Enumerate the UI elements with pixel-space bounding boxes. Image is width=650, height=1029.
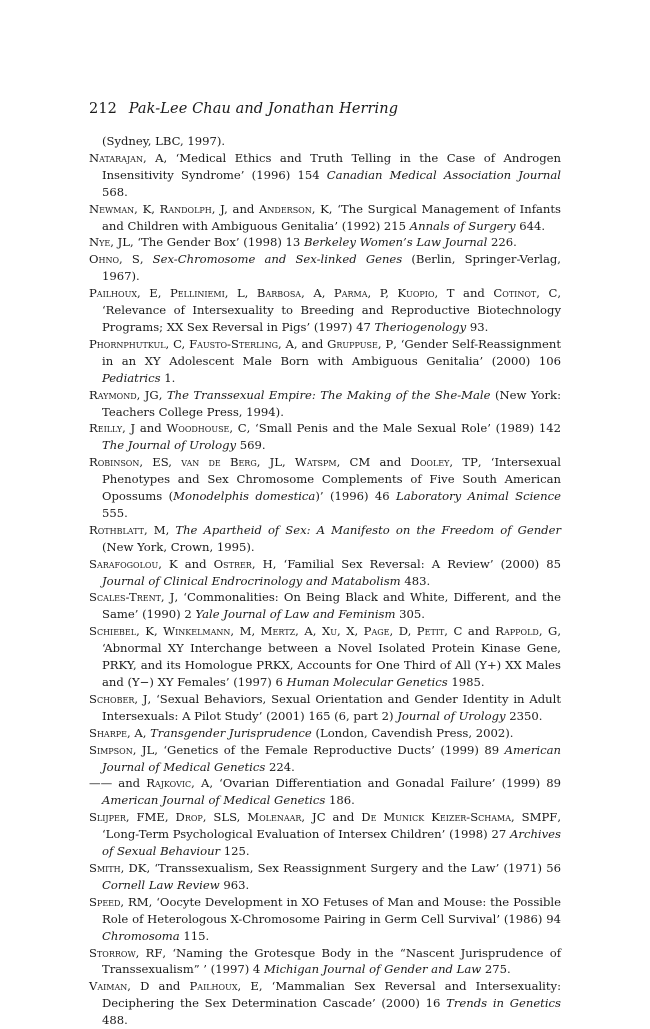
reference-author: Pailhoux, E bbox=[189, 979, 259, 994]
reference-text: , ‘The Surgical Management of Infants and Children with Ambiguous Genitalia’ (1992) 215 bbox=[102, 201, 561, 233]
reference-entry bbox=[89, 809, 561, 860]
reference-text: 488. bbox=[102, 1013, 128, 1028]
reference-title: Trends in Genetics bbox=[446, 996, 561, 1011]
reference-text: , ‘Gender Self-Reassignment in an XY Adolescent Male Born with Ambiguous Genitalia’ (2000) 106 bbox=[102, 336, 561, 368]
reference-title: Transgender Jurisprudence bbox=[150, 725, 312, 740]
reference-title: The Apartheid of Sex: A Manifesto on the Freedom of Gender bbox=[175, 522, 561, 537]
reference-author: Sarafogolou, K bbox=[89, 556, 178, 571]
reference-title: American Journal of Medical Genetics bbox=[102, 793, 326, 808]
reference-text: , ‘Sexual Behaviors, Sexual Orientation and Gender Identity in Adult Intersexuals: A Pilot Study’ (2001) 165 (6, part 2) bbox=[102, 691, 561, 723]
reference-author: Slijper, FME, Drop, SLS, Molenaar, JC bbox=[89, 810, 326, 825]
reference-author: Pailhoux, E, Pelliniemi, L, Barbosa, A, Parma, P, Kuopio, T bbox=[89, 286, 455, 301]
reference-text: 224. bbox=[265, 759, 295, 774]
reference-entry bbox=[89, 860, 561, 894]
reference-title: Monodelphis domestica bbox=[173, 489, 316, 504]
reference-author: Simpson, JL bbox=[89, 742, 155, 757]
reference-entry bbox=[89, 251, 561, 285]
reference-author: Woodhouse, C bbox=[166, 421, 247, 436]
reference-author: Raymond, JG bbox=[89, 387, 159, 402]
reference-text: 305. bbox=[395, 607, 425, 622]
reference-text: , ‘Medical Ethics and Truth Telling in the Case of Androgen Insensitivity Syndrome’ (1996) 154 bbox=[102, 150, 561, 182]
reference-title: Human Molecular Genetics bbox=[286, 675, 448, 689]
reference-text: , ‘Small Penis and the Male Sexual Role’ (1989) 142 bbox=[246, 421, 561, 436]
reference-entry bbox=[89, 894, 561, 945]
reference-entry bbox=[89, 420, 561, 454]
reference-author: Sharpe, A bbox=[89, 725, 143, 740]
reference-author: Rothblatt, M bbox=[89, 522, 166, 537]
reference-author: Speed, RM bbox=[89, 894, 149, 909]
reference-entry bbox=[89, 454, 561, 522]
reference-text: (New York, Crown, 1995). bbox=[102, 539, 255, 554]
reference-entry bbox=[89, 387, 561, 421]
reference-text: 2350. bbox=[505, 708, 543, 723]
reference-text: 1985. bbox=[447, 675, 485, 689]
reference-text: , ‘Oocyte Development in XO Fetuses of Man and Mouse: the Possible Role of Heterologous X-Chromosome Pairing in Germ Cell Survival’ (1986) 94 bbox=[102, 894, 562, 926]
reference-text: , bbox=[165, 522, 176, 537]
reference-author: Scales-Trent, J bbox=[89, 590, 175, 605]
reference-text: , ‘Relevance of Intersexuality to Breeding and Reproductive Biotechnology Programs; XX Sex Reversal in Pigs’ (1997) 47 bbox=[102, 286, 562, 334]
reference-entry bbox=[89, 945, 561, 979]
reference-title: The Transsexual Empire: The Making of the She-Male bbox=[166, 387, 491, 402]
reference-text: , bbox=[158, 387, 167, 402]
reference-title: Berkeley Women’s Law Journal bbox=[303, 235, 488, 250]
reference-entry bbox=[89, 742, 561, 776]
reference-entry bbox=[89, 623, 561, 691]
reference-text: , ‘Ovarian Differentiation and Gonadal Failure’ (1999) 89 bbox=[209, 776, 561, 791]
reference-author: Phornphutkul, C, Fausto-Sterling, A, bbox=[89, 336, 298, 351]
reference-author: Smith, DK bbox=[89, 860, 147, 875]
reference-text: and bbox=[462, 624, 496, 639]
reference-text: —— and bbox=[89, 776, 147, 791]
reference-title: Archives of Sexual Behaviour bbox=[102, 827, 561, 859]
reference-author: Robinson, ES, van de Berg, JL, Watspm, CM bbox=[89, 455, 371, 470]
reference-text: 226. bbox=[487, 235, 517, 250]
reference-text: and bbox=[227, 201, 260, 216]
reference-entry bbox=[89, 234, 561, 251]
running-head-authors: Pak-Lee Chau and Jonathan Herring bbox=[128, 101, 399, 117]
reference-text: (Sydney, LBC, 1997). bbox=[102, 134, 226, 148]
reference-text: , ‘Commonalities: On Being Black and White, Different, and the Same’ (1990) 2 bbox=[102, 590, 561, 622]
reference-text: and bbox=[177, 556, 214, 571]
reference-text: 186. bbox=[325, 793, 355, 808]
reference-title: Canadian Medical Association Journal bbox=[326, 167, 561, 182]
reference-entry bbox=[89, 336, 561, 387]
reference-text: 483. bbox=[400, 573, 431, 588]
reference-text: , ‘Long-Term Psychological Evaluation of Intersex Children’ (1998) 27 bbox=[102, 810, 561, 842]
reference-title: Journal of Clinical Endrocrinology and Matabolism bbox=[102, 573, 401, 588]
reference-text: , ‘Genetics of the Female Reproductive Ducts’ (1999) 89 bbox=[154, 742, 505, 757]
reference-entry bbox=[89, 556, 561, 590]
reference-author: Reilly, J bbox=[89, 421, 136, 436]
reference-entry bbox=[89, 201, 561, 235]
reference-text: 1. bbox=[160, 370, 176, 385]
reference-entry bbox=[89, 522, 561, 556]
reference-title: Theriogenology bbox=[374, 319, 467, 334]
reference-text: , ‘Transsexualism, Sex Reassignment Surgery and the Law’ (1971) 56 bbox=[146, 860, 561, 875]
reference-text: , ‘Naming the Grotesque Body in the “Nascent Jurisprudence of Transsexualism” ’ (1997) 4 bbox=[102, 945, 562, 977]
reference-text: (London, Cavendish Press, 2002). bbox=[311, 725, 514, 740]
running-header bbox=[89, 101, 398, 117]
reference-author: Rappold, G bbox=[495, 624, 558, 639]
reference-author: Ohno, S bbox=[89, 252, 140, 267]
reference-author: Natarajan, A bbox=[89, 150, 164, 165]
reference-title: American Journal of Medical Genetics bbox=[102, 742, 561, 774]
reference-text: 115. bbox=[179, 928, 210, 943]
reference-text: 125. bbox=[220, 844, 250, 859]
reference-text: 963. bbox=[219, 877, 250, 892]
reference-title: Cornell Law Review bbox=[102, 877, 220, 892]
reference-author: Newman, K, Randolph, J, bbox=[89, 201, 228, 216]
reference-text: , ‘Familial Sex Reversal: A Review’ (2000) 85 bbox=[272, 556, 561, 571]
reference-text: (New York: Teachers College Press, 1994). bbox=[102, 387, 561, 419]
reference-author: Vaiman, D bbox=[89, 979, 150, 994]
reference-text: (Berlin, Springer-Verlag, 1967). bbox=[102, 252, 561, 284]
reference-text: , ‘Abnormal XY Interchange between a Novel Isolated Protein Kinase Gene, PRKY, and its Homologue PRKX, Accounts for One Third of All (Y+) XX Males and (Y−) XY Females’ (1997) 6 bbox=[102, 624, 562, 689]
reference-author: Dooley, TP bbox=[410, 455, 478, 470]
reference-title: Michigan Journal of Gender and Law bbox=[263, 962, 482, 977]
reference-text: and bbox=[135, 421, 167, 436]
reference-title: Laboratory Animal Science bbox=[396, 489, 561, 504]
reference-author: Schober, J bbox=[89, 691, 148, 706]
reference-entry bbox=[89, 725, 561, 742]
reference-author: Gruppuse, P bbox=[327, 336, 394, 351]
reference-text: 555. bbox=[102, 505, 128, 520]
reference-title: Journal of Urology bbox=[397, 708, 506, 723]
reference-entry bbox=[89, 150, 561, 201]
reference-text: , ‘Intersexual Phenotypes and Sex Chromosome Complements of Five South American Opossums ( bbox=[102, 455, 561, 504]
page-number: 212 bbox=[89, 101, 117, 117]
reference-text: 644. bbox=[515, 218, 546, 233]
reference-text: , bbox=[142, 725, 151, 740]
reference-entry bbox=[89, 285, 561, 336]
reference-text: )’ (1996) 46 bbox=[315, 489, 397, 504]
reference-title: The Journal of Urology bbox=[102, 438, 237, 453]
reference-text: and bbox=[297, 336, 328, 351]
reference-title: Sex-Chromosome and Sex-linked Genes bbox=[152, 252, 403, 267]
reference-continuation bbox=[89, 133, 561, 150]
reference-title: Annals of Surgery bbox=[409, 218, 516, 233]
reference-title: Chromosoma bbox=[102, 928, 180, 943]
reference-title: Yale Journal of Law and Feminism bbox=[195, 607, 396, 622]
reference-text: 275. bbox=[481, 962, 511, 977]
reference-text: 569. bbox=[236, 438, 266, 453]
reference-author: Storrow, RF bbox=[89, 945, 163, 960]
reference-title: Pediatrics bbox=[102, 370, 161, 385]
reference-author: Cotinot, C bbox=[493, 286, 558, 301]
reference-text: and bbox=[454, 286, 494, 301]
reference-author: Rajkovic, A bbox=[146, 776, 210, 791]
reference-list bbox=[89, 133, 561, 1029]
reference-author: Ostrer, H bbox=[213, 556, 273, 571]
reference-text: and bbox=[370, 455, 411, 470]
reference-author: Nye, JL bbox=[89, 235, 130, 250]
reference-author: Schiebel, K, Winkelmann, M, Mertz, A, Xu, X, Page, D, Petit, C bbox=[89, 624, 463, 639]
reference-author: Anderson, K bbox=[259, 201, 329, 216]
reference-entry bbox=[89, 589, 561, 623]
reference-text: 568. bbox=[102, 184, 128, 199]
reference-text: , bbox=[139, 252, 153, 267]
reference-text: and bbox=[325, 810, 362, 825]
reference-text: , ‘Mammalian Sex Reversal and Intersexuality: Deciphering the Sex Determination Cascade’ (2000) 16 bbox=[102, 979, 562, 1011]
reference-text: and bbox=[149, 979, 190, 994]
reference-entry bbox=[89, 691, 561, 725]
reference-entry bbox=[89, 775, 561, 809]
reference-author: De Munick Keizer-Schama, SMPF bbox=[361, 810, 558, 825]
reference-text: 93. bbox=[466, 319, 489, 334]
reference-text: , ‘The Gender Box’ (1998) 13 bbox=[129, 235, 304, 250]
